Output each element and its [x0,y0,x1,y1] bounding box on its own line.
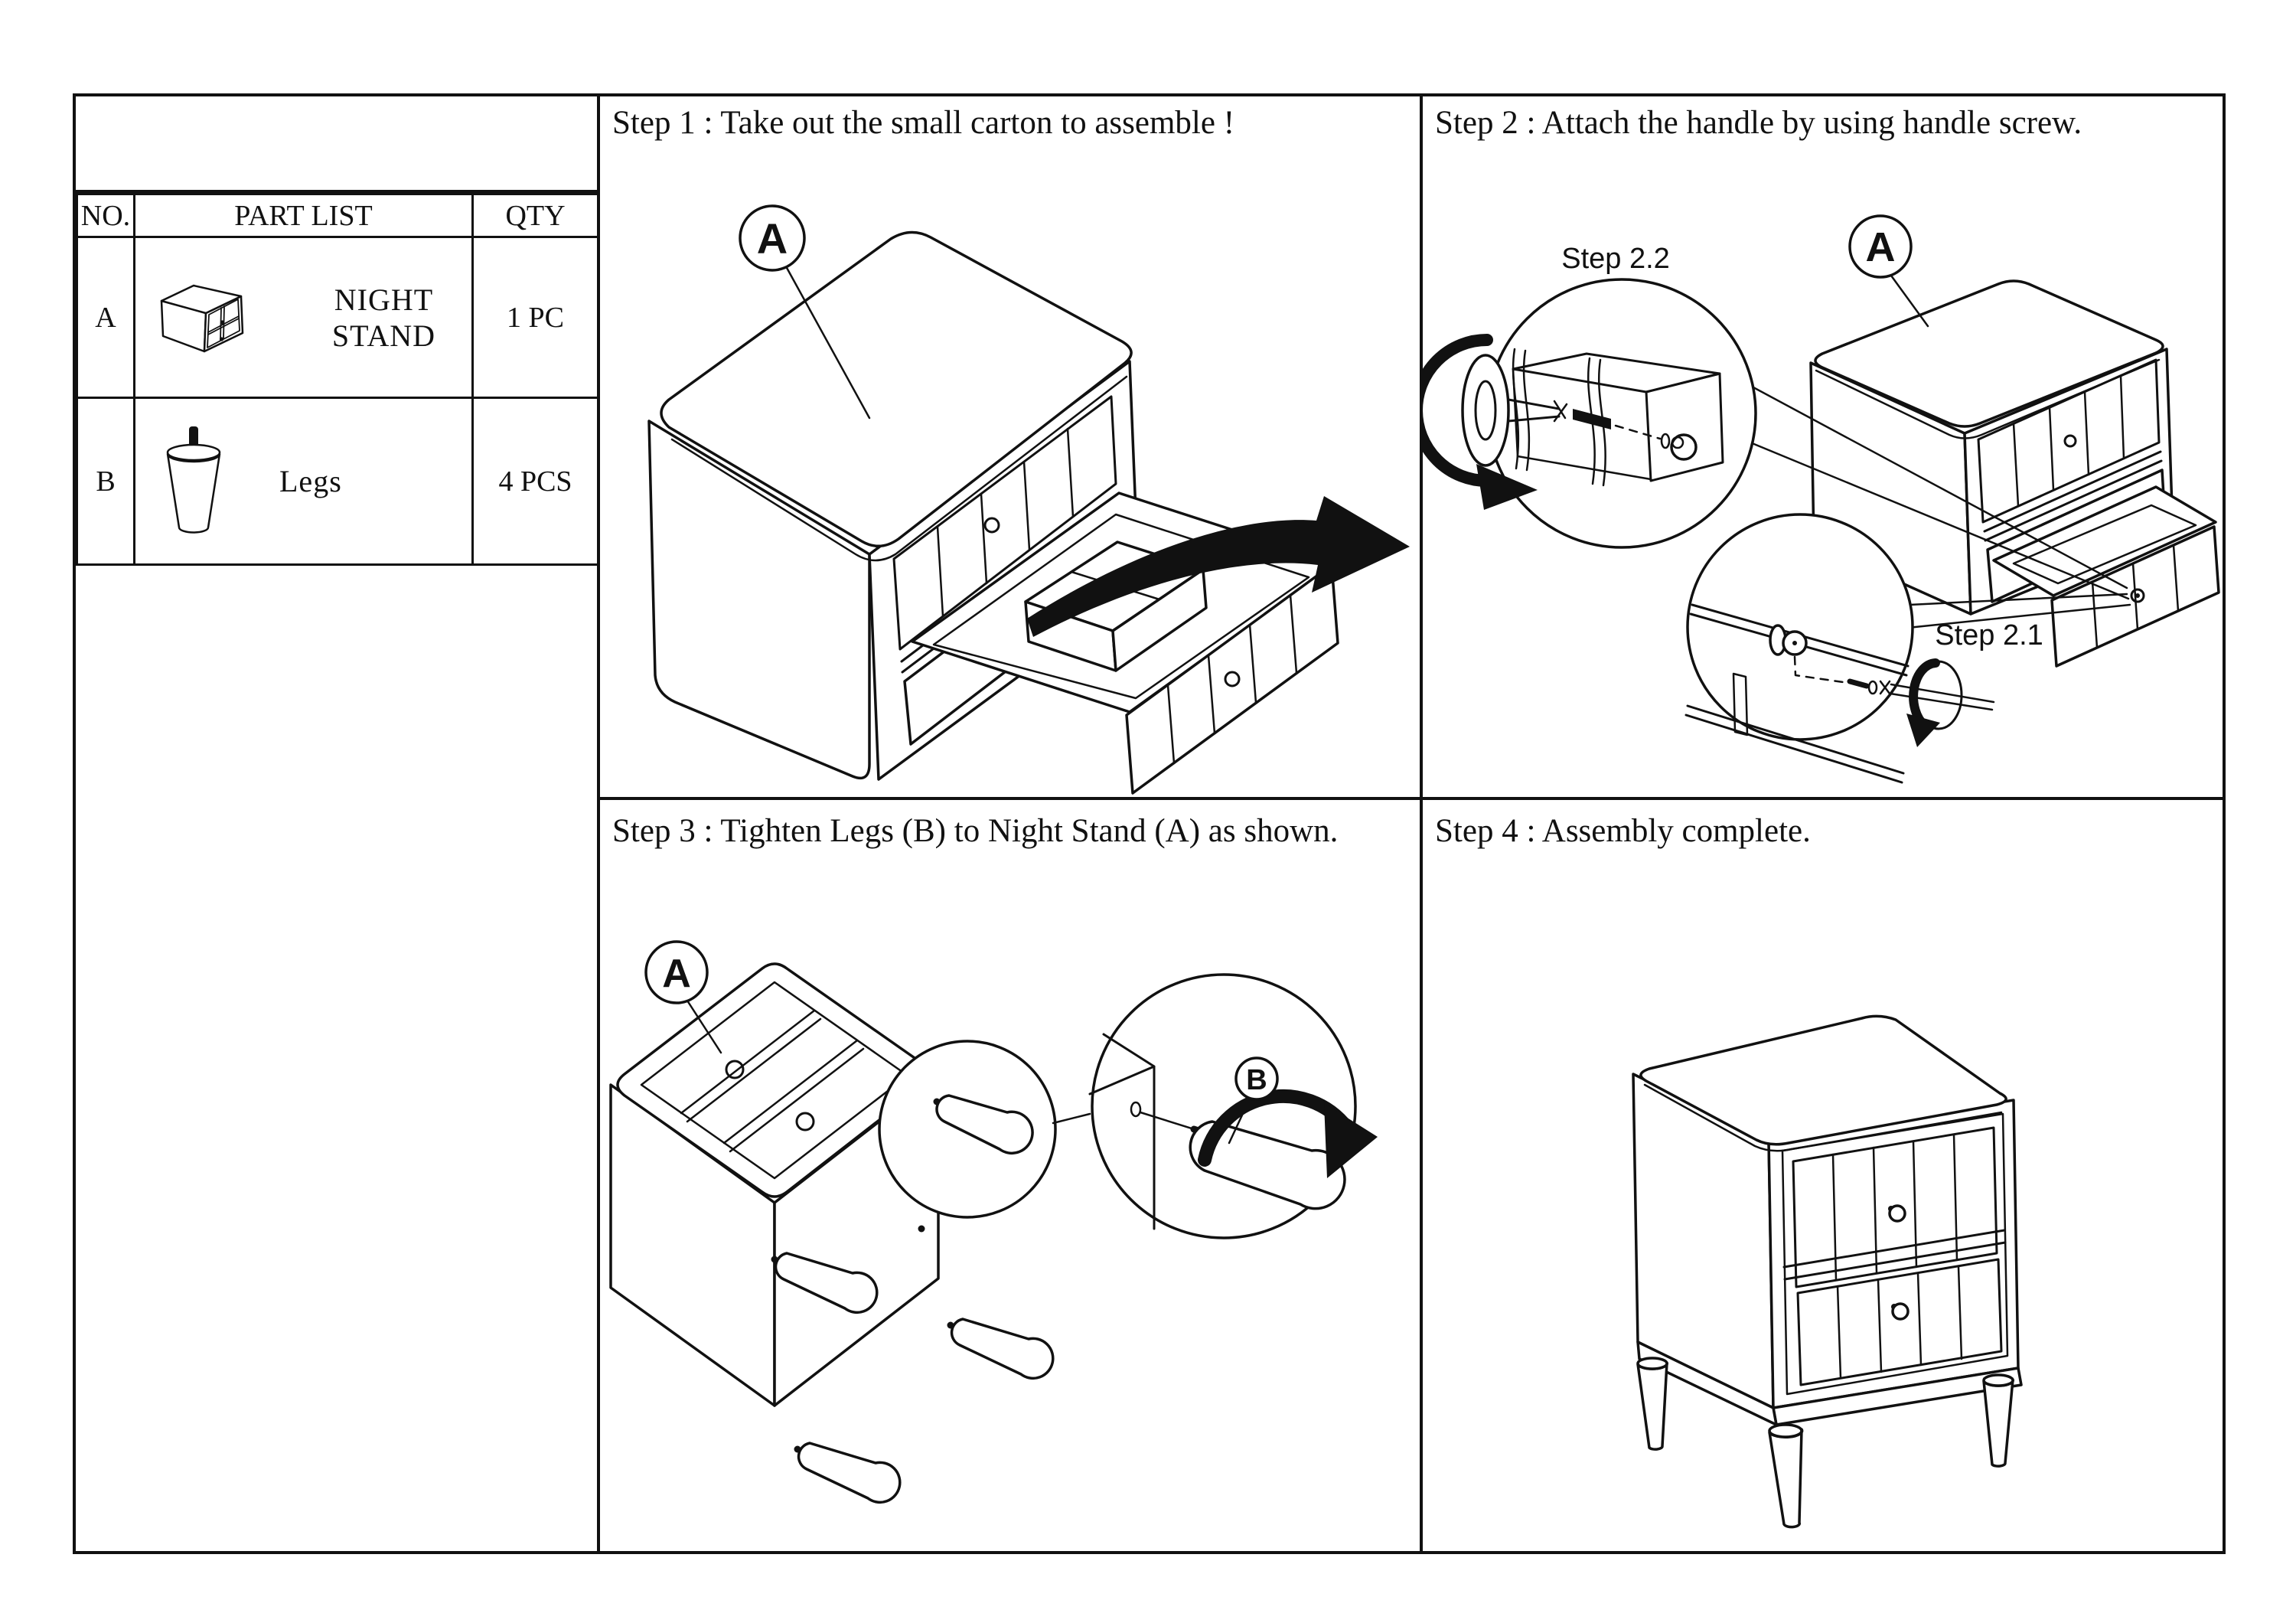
part-a-letter: A [77,237,135,398]
step3-part-a-letter: A [662,952,691,996]
step3-nightstand-flipped [611,964,938,1406]
step2-detail-2-2 [1423,279,1756,547]
part-b-letter: B [77,398,135,565]
step2-illustration [1423,96,2223,797]
step2-cell [1423,96,2223,797]
parts-header-part-list: PART LIST [135,194,473,237]
step4-illustration [1423,800,2223,1551]
step2-screwdriver-handle [1463,355,1508,465]
parts-header-no: NO. [77,194,135,237]
nightstand-icon [155,278,249,358]
parts-row-nightstand [77,237,598,398]
part-a-qty: 1 PC [473,237,598,398]
part-a-name: NIGHT STAND [331,282,436,353]
step3-big-detail-circle [1090,975,1378,1238]
step3-title: Step 3 : Tighten Legs (B) to Night Stand (A) as shown. [612,813,1339,849]
part-b-name: Legs [279,464,342,498]
step4-nightstand-complete [1633,1016,2021,1527]
step2-substep-22-label: Step 2.2 [1561,243,1670,275]
step3-part-b-letter: B [1246,1064,1267,1096]
step2-part-a-letter: A [1865,224,1896,270]
step3-illustration [600,800,1420,1551]
step4-cell [1423,800,2223,1551]
step4-upper-knob [1890,1206,1905,1221]
leg-icon [155,420,232,543]
parts-table [76,193,599,566]
parts-panel-top-cell [76,96,597,193]
step3-cell [600,800,1420,1551]
step1-nightstand [649,232,1139,779]
step3-small-detail-circle [879,1041,1055,1217]
step1-illustration [600,96,1420,797]
step2-substep-21-label: Step 2.1 [1935,619,2043,651]
step4-title: Step 4 : Assembly complete. [1435,813,1811,849]
step2-title: Step 2 : Attach the handle by using handle screw. [1435,105,2082,141]
step4-lower-knob [1893,1304,1908,1319]
parts-header-qty: QTY [473,194,598,237]
steps-grid [600,96,2223,1551]
part-b-qty: 4 PCS [473,398,598,565]
step1-part-a-letter: A [756,214,788,263]
step1-cell [600,96,1420,797]
step1-title: Step 1 : Take out the small carton to assemble ! [612,105,1235,141]
parts-panel [76,96,600,1551]
step2-part-a-badge [1850,216,1928,326]
parts-row-legs [77,398,598,565]
parts-table-header-row [77,194,598,237]
document-frame [73,93,2226,1554]
